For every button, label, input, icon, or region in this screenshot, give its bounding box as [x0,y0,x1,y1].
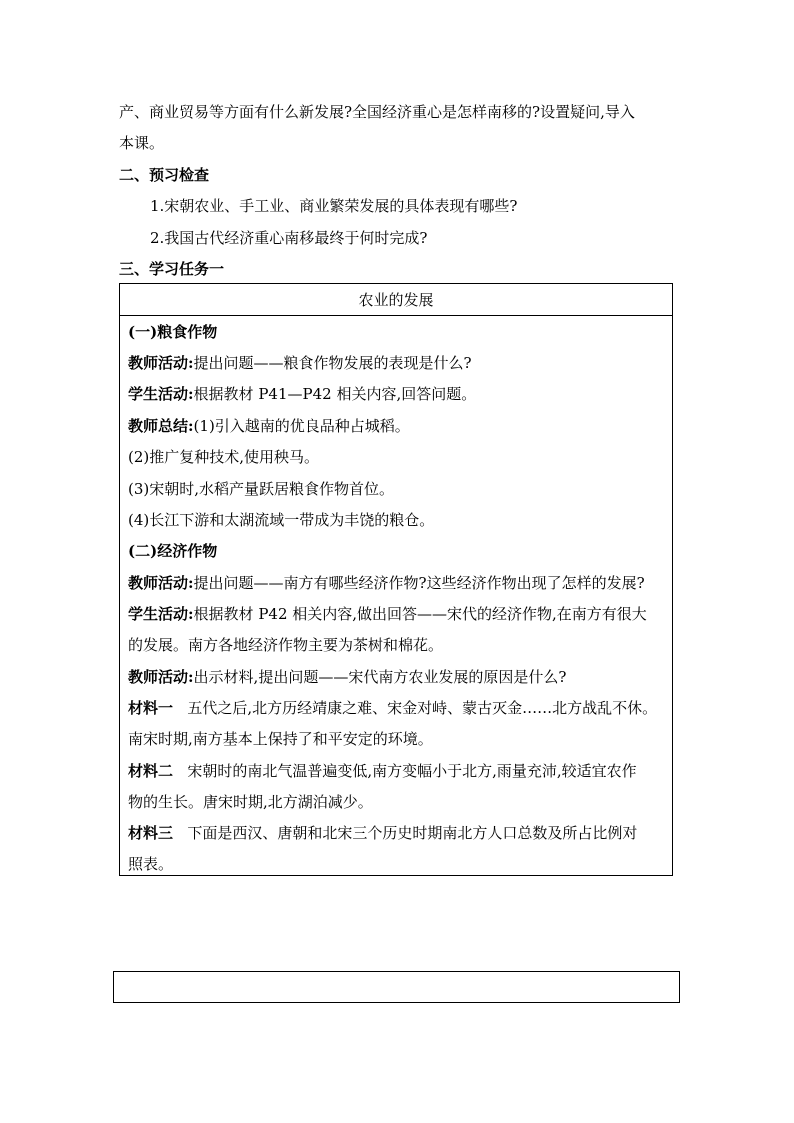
material-1-cont: 南宋时期,南方基本上保持了和平安定的环境。 [128,730,433,748]
material-3-cont: 照表。 [128,855,174,873]
summary-point-3: (3)宋朝时,水稻产量跃居粮食作物首位。 [128,480,395,498]
material-3-label: 材料三 [128,824,174,842]
teacher-activity-2 [128,573,645,593]
material-1 [128,698,657,718]
student-activity-label: 学生活动: [128,605,194,623]
empty-table-box [113,971,680,1003]
student-activity-label: 学生活动: [128,385,194,403]
teacher-activity-1 [128,353,472,373]
teacher-activity-text: 提出问题——南方有哪些经济作物?这些经济作物出现了怎样的发展? [193,574,645,592]
intro-line-2: 本课。 [119,134,165,152]
teacher-activity-text: 提出问题——粮食作物发展的表现是什么? [193,354,472,372]
material-2 [128,761,637,781]
teacher-summary [128,416,410,436]
student-activity-2 [128,604,647,624]
material-3 [128,823,637,843]
material-2-label: 材料二 [128,762,174,780]
student-activity-2-cont: 的发展。南方各地经济作物主要为茶树和棉花。 [128,636,444,654]
teacher-activity-label: 教师活动: [128,668,194,686]
summary-point-2: (2)推广复种技术,使用秧马。 [128,448,320,466]
material-2-text: 宋朝时的南北气温普遍变低,南方变幅小于北方,雨量充沛,较适宜农作 [187,762,637,780]
teacher-activity-label: 教师活动: [128,354,194,372]
teacher-summary-text: (1)引入越南的优良品种占城稻。 [193,417,410,435]
preview-question-2: 2.我国古代经济重心南移最终于何时完成? [150,229,428,247]
section-heading-preview: 二、预习检查 [119,166,210,184]
material-2-cont: 物的生长。唐宋时期,北方湖泊减少。 [128,793,373,811]
intro-line-1: 产、商业贸易等方面有什么新发展?全国经济重心是怎样南移的?设置疑问,导入 [119,103,635,121]
table-title: 农业的发展 [120,284,672,316]
section-heading-task-1: 三、学习任务一 [119,260,225,278]
teacher-activity-3 [128,667,566,687]
teacher-activity-label: 教师活动: [128,574,194,592]
subheading-cash-crops: (二)经济作物 [128,542,218,560]
material-1-label: 材料一 [128,699,174,717]
preview-question-1: 1.宋朝农业、手工业、商业繁荣发展的具体表现有哪些? [150,197,518,215]
material-3-text: 下面是西汉、唐朝和北宋三个历史时期南北方人口总数及所占比例对 [187,824,638,842]
student-activity-1 [128,384,476,404]
teacher-activity-text: 出示材料,提出问题——宋代南方农业发展的原因是什么? [193,668,567,686]
student-activity-text: 根据教材 P41—P42 相关内容,回答问题。 [193,385,477,403]
student-activity-text: 根据教材 P42 相关内容,做出回答——宋代的经济作物,在南方有很大 [193,605,647,623]
subheading-grain-crops: (一)粮食作物 [128,323,218,341]
material-1-text: 五代之后,北方历经靖康之难、宋金对峙、蒙古灭金……北方战乱不休。 [187,699,658,717]
summary-point-4: (4)长江下游和太湖流域一带成为丰饶的粮仓。 [128,511,435,529]
teacher-summary-label: 教师总结: [128,417,194,435]
